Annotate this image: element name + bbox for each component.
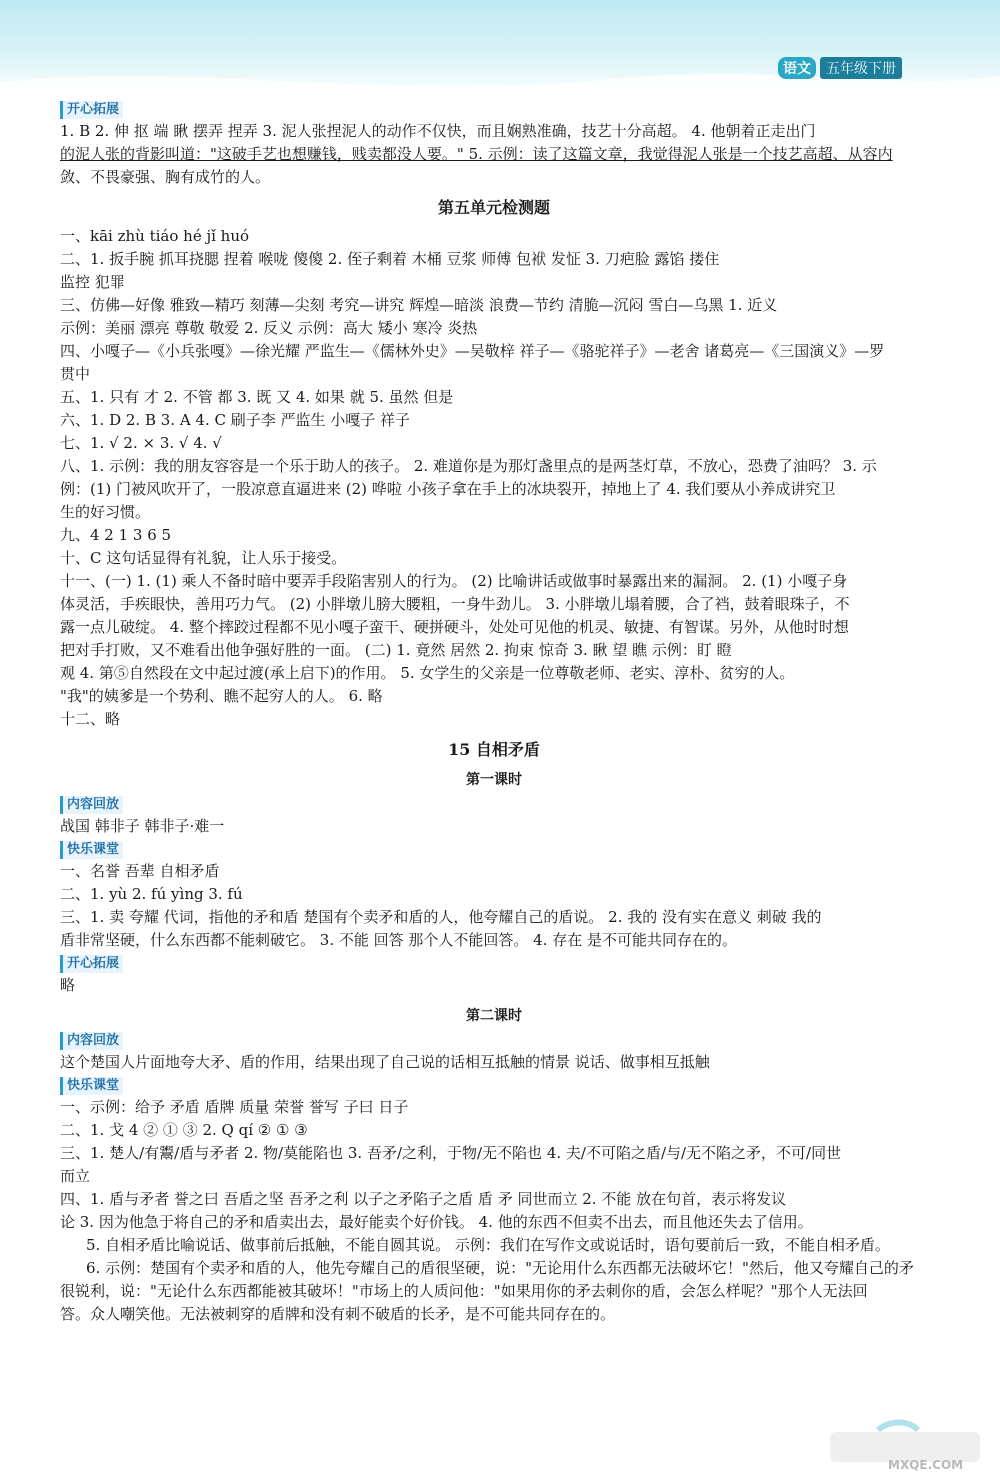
answer-line: 四、小嘎子—《小兵张嘎》—徐光耀 严监生—《儒林外史》—吴敬梓 祥子—《骆驼祥子》—老舍 诸葛亮—《三国演义》—罗 [60, 342, 885, 360]
subject-grade-label [778, 55, 924, 81]
answer-line: 七、1. √ 2. × 3. √ 4. √ [60, 434, 222, 452]
section-tag-kaixin: 开心拓展 [60, 101, 123, 119]
answer-line: 二、1. 戈 4 ② ① ③ 2. Q qí ② ① ③ [60, 1121, 308, 1139]
answer-line: 监控 犯罪 [60, 273, 125, 291]
section-tag-neirong: 内容回放 [60, 1032, 123, 1050]
answer-line: 十、C 这句话显得有礼貌，让人乐于接受。 [60, 549, 347, 567]
answer-line: 贯中 [60, 365, 91, 383]
answer-line: 十二、略 [60, 710, 121, 728]
answer-line: 三、1. 楚人/有鬻/盾与矛者 2. 物/莫能陷也 3. 吾矛/之利，于物/无不陷也 4. 夫/不可陷之盾/与/无不陷之矛，不可/同世 [60, 1144, 842, 1162]
answer-line: 二、1. 扳手腕 抓耳挠腮 捏着 喉咙 傻傻 2. 侄子剩着 木桶 豆浆 师傅 包袱 发怔 3. 刀疤脸 露馅 搂住 [60, 250, 720, 268]
answer-line: 三、1. 卖 夸耀 代词，指他的矛和盾 楚国有个卖矛和盾的人，他夸耀自己的盾说。 2. 我的 没有实在意义 刺破 我的 [60, 908, 822, 926]
watermark-text: MXQE.COM [888, 1458, 964, 1472]
answer-line: 1. B 2. 伸 抠 端 瞅 摆弄 捏弄 3. 泥人张捏泥人的动作不仅快，而且娴熟准确，技艺十分高超。 4. 他朝着正走出门 [60, 122, 816, 140]
period-title: 第一课时 [466, 772, 522, 788]
section-tag-neirong: 内容回放 [60, 796, 123, 814]
answer-line: 六、1. D 2. B 3. A 4. C 刷子李 严监生 小嘎子 祥子 [60, 411, 411, 429]
unit-test-title: 第五单元检测题 [437, 198, 550, 217]
answer-line: 二、1. yù 2. fú yìng 3. fú [60, 885, 243, 903]
answer-line: 一、名誉 吾辈 自相矛盾 [60, 862, 220, 880]
grade-badge: 五年级下册 [820, 57, 902, 79]
answer-line: 观 4. 第⑤自然段在文中起过渡(承上启下)的作用。 5. 女学生的父亲是一位尊敬老师、老实、淳朴、贫穷的人。 [60, 664, 795, 682]
answer-line: 盾非常坚硬，什么东西都不能刺破它。 3. 不能 回答 那个人不能回答。 4. 存在 是不可能共同存在的。 [60, 931, 738, 949]
section-tag-kuaile: 快乐课堂 [60, 841, 123, 859]
answer-line: 论 3. 因为他急于将自己的矛和盾卖出去，最好能卖个好价钱。 4. 他的东西不但卖不出去，而且他还失去了信用。 [60, 1213, 813, 1231]
answer-line: 示例：美丽 漂亮 尊敬 敬爱 2. 反义 示例：高大 矮小 寒冷 炎热 [60, 319, 478, 337]
answer-line: 很锐利，说："无论什么东西都能被其破坏！"市场上的人质问他："如果用你的矛去刺你的盾，会怎么样呢？"那个人无法回 [60, 1282, 868, 1300]
answer-line: 答。众人嘲笑他。无法被刺穿的盾牌和没有刺不破盾的长矛，是不可能共同存在的。 [60, 1305, 616, 1323]
answer-line: 6. 示例：楚国有个卖矛和盾的人，他先夸耀自己的盾很坚硬，说："无论用什么东西都无法破坏它！"然后，他又夸耀自己的矛 [86, 1259, 914, 1277]
answer-line: 战国 韩非子 韩非子·难一 [60, 817, 225, 835]
header-banner [0, 0, 1000, 98]
lesson-title: 15 自相矛盾 [448, 740, 540, 759]
answer-line: 的泥人张的背影叫道："这破手艺也想赚钱，贱卖都没人要。" 5. 示例：读了这篇文章，我觉得泥人张是一个技艺高超、从容内 [60, 145, 893, 163]
answer-line: 一、kāi zhù tiáo hé jǐ huó [60, 227, 250, 245]
answer-line: 例：(1) 门被风吹开了，一股凉意直逼进来 (2) 哗啦 小孩子拿在手上的冰块裂开，掉地上了 4. 我们要从小养成讲究卫 [60, 480, 836, 498]
section-tag-kaixin: 开心拓展 [60, 955, 123, 973]
answer-line: 五、1. 只有 才 2. 不管 都 3. 既 又 4. 如果 就 5. 虽然 但是 [60, 388, 454, 406]
answer-line: 八、1. 示例：我的朋友容容是一个乐于助人的孩子。 2. 难道你是为那灯盏里点的是两茎灯草，不放心，恐费了油吗？ 3. 示 [60, 457, 877, 475]
answer-line: 体灵活，手疾眼快，善用巧力气。 (2) 小胖墩儿膀大腰粗，一身牛劲儿。 3. 小胖墩儿塌着腰，合了裆，鼓着眼珠子，不 [60, 595, 850, 613]
answer-line: 十一、(一) 1. (1) 乘人不备时暗中要弄手段陷害别人的行为。 (2) 比喻讲话或做事时暴露出来的漏洞。 2. (1) 小嘎子身 [60, 572, 848, 590]
subject-badge: 语文 [778, 57, 816, 79]
period-title: 第二课时 [466, 1008, 522, 1024]
answer-line: "我"的姨爹是一个势利、瞧不起穷人的人。 6. 略 [60, 687, 383, 705]
answer-line: 四、1. 盾与矛者 誉之曰 吾盾之坚 吾矛之利 以子之矛陷子之盾 盾 矛 同世而立 2. 不能 放在句首，表示将发议 [60, 1190, 787, 1208]
answer-line: 而立 [60, 1167, 91, 1185]
section-tag-kuaile: 快乐课堂 [60, 1077, 123, 1095]
answer-line: 把对手打败，又不难看出他争强好胜的一面。 (二) 1. 竟然 居然 2. 拘束 惊奇 3. 瞅 望 瞧 示例：盯 瞪 [60, 641, 732, 659]
answer-line: 露一点儿破绽。 4. 整个摔跤过程都不见小嘎子蛮干、硬拼硬斗，处处可见他的机灵、敏捷、有智谋。另外，从他时时想 [60, 618, 849, 636]
answer-line: 九、4 2 1 3 6 5 [60, 526, 172, 544]
answer-line: 生的好习惯。 [60, 503, 151, 521]
answer-content [60, 98, 928, 1326]
answer-line: 三、仿佛—好像 雅致—精巧 刻薄—尖刻 考究—讲究 辉煌—暗淡 浪费—节约 清脆—沉闷 雪白—乌黑 1. 近义 [60, 296, 778, 314]
answer-line: 一、示例：给予 矛盾 盾牌 质量 荣誉 誉写 子曰 日子 [60, 1098, 409, 1116]
answer-line: 这个楚国人片面地夸大矛、盾的作用，结果出现了自己说的话相互抵触的情景 说话、做事相互抵触 [60, 1053, 710, 1071]
answer-line: 敛、不畏豪强、胸有成竹的人。 [60, 168, 271, 186]
answer-line: 略 [60, 976, 76, 994]
answer-line: 5. 自相矛盾比喻说话、做事前后抵触，不能自圆其说。 示例：我们在写作文或说话时，语句要前后一致，不能自相矛盾。 [86, 1236, 890, 1254]
